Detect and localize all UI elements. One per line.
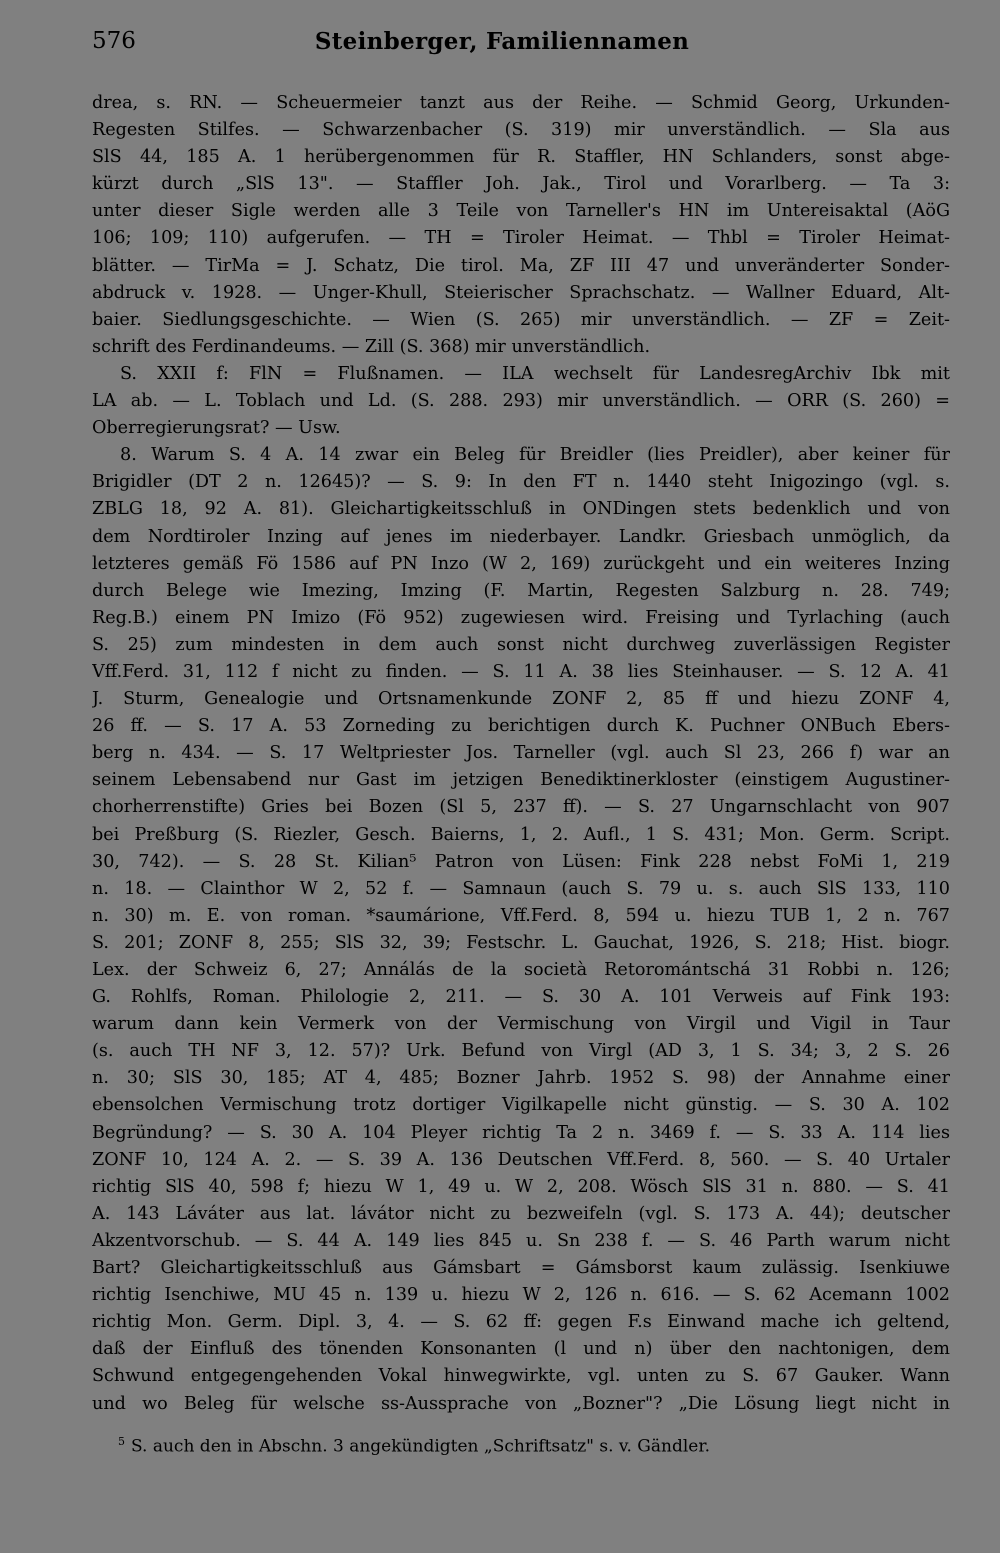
text-line: richtig SlS 40, 598 f; hiezu W 1, 49 u. W 2, 208. Wösch SlS 31 n. 880. — S. 41: [92, 1176, 950, 1197]
text-line: dem Nordtiroler Inzing auf jenes im niederbayer. Landkr. Griesbach unmöglich, da: [92, 526, 950, 547]
text-line: abdruck v. 1928. — Unger-Khull, Steierischer Sprachschatz. — Wallner Eduard, Alt-: [92, 282, 950, 303]
text-line: n. 30) m. E. von roman. *saumárione, Vff.Ferd. 8, 594 u. hiezu TUB 1, 2 n. 767: [92, 905, 950, 926]
text-line: richtig Mon. Germ. Dipl. 3, 4. — S. 62 ff: gegen F.s Einwand mache ich geltend,: [92, 1312, 950, 1333]
text-line: (s. auch TH NF 3, 12. 57)? Urk. Befund von Virgl (AD 3, 1 S. 34; 3, 2 S. 26: [92, 1041, 950, 1062]
text-line: Brigidler (DT 2 n. 12645)? — S. 9: In den FT n. 1440 steht Inigozingo (vgl. s.: [92, 472, 950, 493]
text-line: daß der Einfluß des tönenden Konsonanten (l und n) über den nachtonigen, dem: [92, 1339, 950, 1360]
text-line: Akzentvorschub. — S. 44 A. 149 lies 845 u. Sn 238 f. — S. 46 Parth warum nicht: [92, 1230, 950, 1251]
running-title: Steinberger, Familiennamen: [314, 28, 690, 55]
text-line: richtig Isenchiwe, MU 45 n. 139 u. hiezu W 2, 126 n. 616. — S. 62 Acemann 1002: [92, 1285, 950, 1306]
text-line: ebensolchen Vermischung trotz dortiger Vigilkapelle nicht günstig. — S. 30 A. 102: [92, 1095, 950, 1116]
page-header: [92, 28, 912, 62]
text-line: S. XXII f: FlN = Flußnamen. — ILA wechselt für LandesregArchiv Ibk mit: [120, 363, 950, 384]
text-line: unter dieser Sigle werden alle 3 Teile von Tarneller's HN im Untereisaktal (AöG: [92, 201, 950, 222]
text-line: G. Rohlfs, Roman. Philologie 2, 211. — S. 30 A. 101 Verweis auf Fink 193:: [92, 987, 950, 1008]
text-line: chorherrenstifte) Gries bei Bozen (Sl 5, 237 ff). — S. 27 Ungarnschlacht von 907: [92, 797, 950, 818]
text-line: letzteres gemäß Fö 1586 auf PN Inzo (W 2, 169) zurückgeht und ein weiteres Inzing: [92, 553, 950, 574]
text-line: n. 30; SlS 30, 185; AT 4, 485; Bozner Jahrb. 1952 S. 98) der Annahme einer: [92, 1068, 950, 1089]
footnote-text: S. auch den in Abschn. 3 angekündigten „Schriftsatz" s. v. Gändler.: [131, 1436, 711, 1457]
text-line: bei Preßburg (S. Riezler, Gesch. Baierns, 1, 2. Aufl., 1 S. 431; Mon. Germ. Script.: [92, 824, 950, 845]
text-line: n. 18. — Clainthor W 2, 52 f. — Samnaun (auch S. 79 u. s. auch SlS 133, 110: [92, 878, 950, 899]
text-line: Schwund entgegengehenden Vokal hinwegwirkte, vgl. unten zu S. 67 Gauker. Wann: [92, 1366, 950, 1387]
text-line: blätter. — TirMa = J. Schatz, Die tirol. Ma, ZF III 47 und unveränderter Sonder-: [92, 255, 950, 276]
text-line: ZBLG 18, 92 A. 81). Gleichartigkeitsschluß in ONDingen stets bedenklich und von: [92, 499, 950, 520]
text-line: drea, s. RN. — Scheuermeier tanzt aus der Reihe. — Schmid Georg, Urkunden-: [92, 93, 950, 113]
text-line: 30, 742). — S. 28 St. Kilian⁵ Patron von Lüsen: Fink 228 nebst FoMi 1, 219: [92, 851, 950, 872]
text-line: 106; 109; 110) aufgerufen. — TH = Tiroler Heimat. — Thbl = Tiroler Heimat-: [92, 228, 950, 249]
text-line: S. 25) zum mindesten in dem auch sonst nicht durchweg zuverlässigen Register: [92, 634, 950, 655]
text-line: ZONF 10, 124 A. 2. — S. 39 A. 136 Deutschen Vff.Ferd. 8, 560. — S. 40 Urtaler: [92, 1149, 950, 1170]
footnote-mark: 5: [118, 1435, 125, 1448]
text-line: seinem Lebensabend nur Gast im jetzigen Benediktinerkloster (einstigem Augustiner-: [92, 770, 950, 791]
body-text: [92, 90, 950, 1418]
text-line: LA ab. — L. Toblach und Ld. (S. 288. 293) mir unverständlich. — ORR (S. 260) =: [92, 391, 950, 412]
text-line: A. 143 Láváter aus lat. lávátor nicht zu bezweifeln (vgl. S. 173 A. 44); deutscher: [92, 1203, 950, 1224]
text-line: Regesten Stilfes. — Schwarzenbacher (S. 319) mir unverständlich. — Sla aus: [92, 120, 950, 141]
text-line: berg n. 434. — S. 17 Weltpriester Jos. Tarneller (vgl. auch Sl 23, 266 f) war an: [92, 743, 950, 764]
text-line: und wo Beleg für welsche ss-Aussprache von „Bozner"? „Die Lösung liegt nicht in: [92, 1393, 950, 1414]
text-line: Begründung? — S. 30 A. 104 Pleyer richtig Ta 2 n. 3469 f. — S. 33 A. 114 lies: [92, 1122, 950, 1143]
text-line: Lex. der Schweiz 6, 27; Annálás de la società Retoromántschá 31 Robbi n. 126;: [92, 960, 950, 980]
text-line: Reg.B.) einem PN Imizo (Fö 952) zugewiesen wird. Freising und Tyrlaching (auch: [92, 607, 950, 628]
text-line: SlS 44, 185 A. 1 herübergenommen für R. Staffler, HN Schlanders, sonst abge-: [92, 147, 950, 168]
text-line: Oberregierungsrat? — Usw.: [92, 418, 341, 439]
text-line: S. 201; ZONF 8, 255; SlS 32, 39; Festschr. L. Gauchat, 1926, S. 218; Hist. biogr.: [92, 932, 950, 953]
text-line: 26 ff. — S. 17 A. 53 Zorneding zu berichtigen durch K. Puchner ONBuch Ebers-: [92, 716, 950, 737]
text-line: 8. Warum S. 4 A. 14 zwar ein Beleg für Breidler (lies Preidler), aber keiner für: [120, 445, 950, 466]
text-line: Bart? Gleichartigkeitsschluß aus Gámsbart = Gámsborst kaum zulässig. Isenkiuwe: [92, 1258, 950, 1279]
text-line: baier. Siedlungsgeschichte. — Wien (S. 265) mir unverständlich. — ZF = Zeit-: [92, 309, 950, 330]
text-line: Vff.Ferd. 31, 112 f nicht zu finden. — S. 11 A. 38 lies Steinhauser. — S. 12 A. 41: [92, 661, 950, 682]
footnote: [92, 1428, 950, 1461]
text-line: kürzt durch „SlS 13". — Staffler Joh. Jak., Tirol und Vorarlberg. — Ta 3:: [92, 174, 950, 195]
text-line: J. Sturm, Genealogie und Ortsnamenkunde ZONF 2, 85 ff und hiezu ZONF 4,: [92, 689, 950, 710]
text-line: warum dann kein Vermerk von der Vermischung von Virgil und Vigil in Taur: [92, 1014, 950, 1035]
text-line: schrift des Ferdinandeums. — Zill (S. 368) mir unverständlich.: [92, 336, 651, 357]
text-line: durch Belege wie Imezing, Imzing (F. Martin, Regesten Salzburg n. 28. 749;: [92, 580, 950, 601]
page-number: 576: [92, 28, 136, 54]
